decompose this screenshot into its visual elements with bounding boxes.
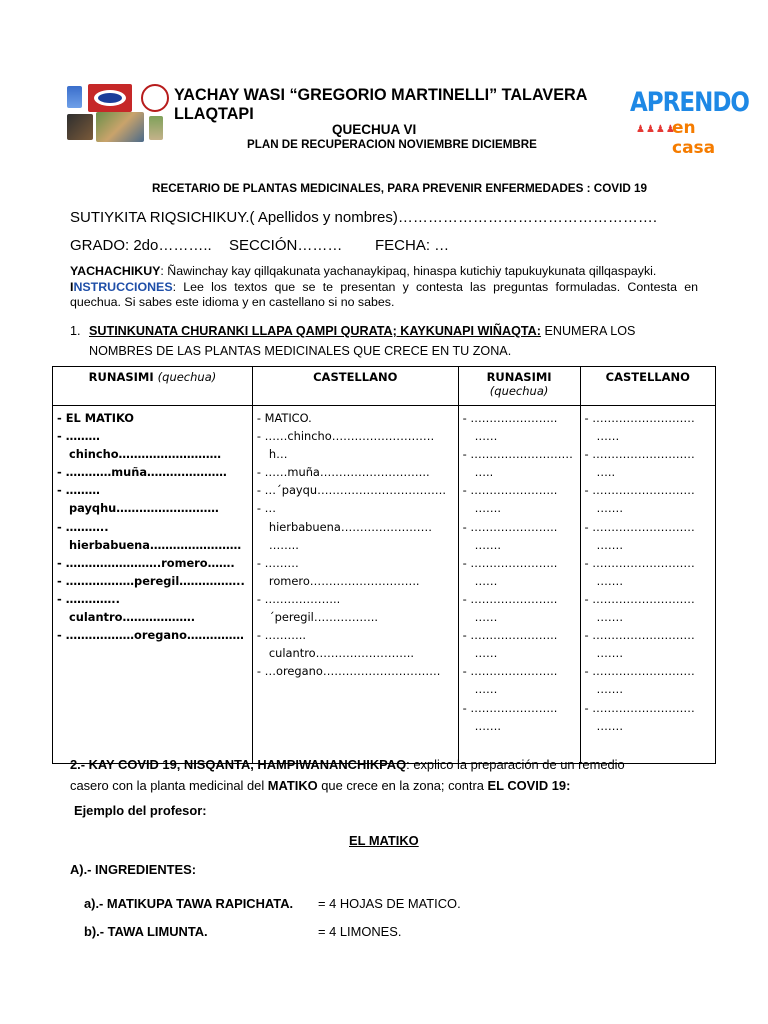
question-1-text-2: NOMBRES DE LAS PLANTAS MEDICINALES QUE CRECE EN TU ZONA. (89, 344, 512, 358)
course-title: QUECHUA VI (332, 122, 417, 137)
example-label: Ejemplo del profesor: (74, 803, 207, 818)
list-item: - ………….. (57, 591, 120, 606)
list-item: - ……………………… (584, 483, 695, 498)
list-item: h… (268, 447, 288, 462)
list-item: hierbabuena…………………… (268, 519, 432, 534)
list-item: …… (474, 429, 498, 444)
institution-logo-image (88, 84, 132, 112)
list-item: ……. (596, 646, 623, 661)
grade-field: GRADO: 2do……….. (70, 237, 212, 254)
list-item: …… (474, 646, 498, 661)
list-item: - ………………oregano…………… (57, 628, 244, 643)
list-item: …….. (268, 537, 299, 552)
list-item: …… (474, 610, 498, 625)
question-2-text-b1: casero con la planta medicinal del (70, 778, 268, 793)
list-item: - ……… (256, 555, 299, 570)
list-item: - ………………….. (462, 555, 558, 570)
list-item: - ……… (57, 483, 100, 498)
list-item: - ……… (57, 429, 100, 444)
header-runasimi-2: RUNASIMI (quechua) (458, 367, 580, 406)
list-item: - ………………….. (462, 700, 558, 715)
header-runasimi-1: RUNASIMI (quechua) (53, 367, 253, 406)
table-header-row (53, 367, 716, 406)
list-item: ……. (596, 573, 623, 588)
list-item: - ……………….. (256, 591, 341, 606)
instrucciones-label-initial: I (70, 279, 74, 294)
header-castellano-1: CASTELLANO (252, 367, 458, 406)
school-photo-image (67, 114, 93, 140)
ingredients-header: A).- INGREDIENTES: (70, 862, 197, 877)
students-photo-image (96, 112, 144, 142)
ingredient-row (84, 890, 461, 918)
list-item: - ………………….. (462, 483, 558, 498)
list-item: - MATICO. (256, 411, 312, 425)
document-title: RECETARIO DE PLANTAS MEDICINALES, PARA PREVENIR ENFERMEDADES : COVID 19 (152, 182, 648, 195)
list-item: ……. (596, 610, 623, 625)
list-item: - EL MATIKO (57, 411, 134, 425)
ingredients-list (84, 890, 461, 946)
ingredient-value: = 4 LIMONES. (318, 924, 402, 939)
list-item: chincho……………………… (69, 447, 222, 462)
list-item: hierbabuena…………………… (69, 537, 242, 552)
list-item: - ……………………… (584, 555, 695, 570)
instrucciones-text-1: : Lee los textos que se te presentan y contesta las preguntas formuladas. Contesta en (172, 279, 698, 294)
question-1-text-1: ENUMERA LOS (540, 324, 636, 338)
list-item: - ………………….. (462, 628, 558, 643)
list-item: - …………muña………………… (57, 465, 227, 480)
recipe-title: EL MATIKO (349, 833, 419, 848)
list-item: culantro………………. (69, 610, 196, 625)
list-item: - … (256, 501, 277, 516)
list-item: ……. (474, 501, 502, 516)
castellano-column-1 (252, 406, 458, 764)
ingredient-row (84, 918, 461, 946)
instrucciones-text-2: quechua. Si sabes este idioma y en castellano si no sabes. (70, 295, 395, 309)
section-field: SECCIÓN……… (229, 237, 343, 254)
list-item: - ……………………… (584, 519, 695, 534)
plan-title: PLAN DE RECUPERACION NOVIEMBRE DICIEMBRE (247, 138, 537, 151)
list-item: ……. (596, 501, 623, 516)
table-body-row (53, 406, 716, 764)
list-item: ……. (474, 537, 502, 552)
ingredient-label: a).- MATIKUPA TAWA RAPICHATA. (84, 896, 294, 911)
list-item: - ……chincho……………………… (256, 429, 435, 444)
list-item: romero……………………….. (268, 573, 420, 588)
student-name-field: SUTIYKITA RIQSICHIKUY.( Apellidos y nombres)……………………………………………. (70, 209, 658, 226)
instrucciones-line (70, 280, 698, 296)
ingredient-value: = 4 HOJAS DE MATICO. (318, 896, 461, 911)
list-item: - ……………………… (584, 591, 695, 606)
aprendo-en-casa-logo (630, 88, 749, 158)
ingredient-label: b).- TAWA LIMUNTA. (84, 924, 208, 939)
school-name-line2: LLAQTAPI (174, 105, 254, 123)
question-1 (70, 321, 635, 361)
question-2-text-covid: EL COVID 19: (487, 778, 571, 793)
list-item: - ……………………… (584, 411, 695, 425)
question-2-label: 2.- KAY COVID 19, NISQANTA, HAMPIWANANCHIKPAQ (70, 757, 407, 772)
question-2-text-matiko: MATIKO (267, 778, 318, 793)
flag-logo-image (67, 86, 82, 108)
question-2-text-a: : explico la preparación de un remedio (406, 757, 625, 772)
list-item: - ………………….. (462, 411, 558, 425)
en-casa-logo-text: en casa (672, 118, 716, 158)
list-item: ……. (596, 537, 623, 552)
school-name (174, 86, 587, 124)
question-2 (70, 754, 710, 796)
aprendo-logo-text: APRENDO (630, 88, 749, 118)
instructions-block (70, 264, 698, 311)
question-1-number: 1. (70, 324, 81, 338)
date-field: FECHA: … (375, 237, 450, 254)
yachachikuy-line (70, 264, 698, 280)
plant-photo-image (149, 116, 163, 140)
list-item: ´peregil…………….. (268, 610, 379, 625)
question-1-title: SUTINKUNATA CHURANKI LLAPA QAMPI QURATA; KAYKUNAPI WIÑAQTA: (89, 324, 541, 338)
list-item: - …oregano…………………………. (256, 664, 441, 679)
plants-table (52, 366, 716, 764)
list-item: - ……………………… (462, 447, 573, 462)
list-item: - ……………………… (584, 664, 695, 679)
list-item: …… (474, 573, 498, 588)
list-item: ……. (474, 718, 502, 733)
list-item: payqhu……………………… (69, 501, 219, 516)
yachachikuy-label: YACHACHIKUY (70, 264, 161, 278)
list-item: ….. (596, 465, 616, 480)
castellano-column-2 (580, 406, 715, 764)
list-item: - ……………………… (584, 628, 695, 643)
list-item: - ……….. (57, 519, 109, 534)
instrucciones-label: NSTRUCCIONES (73, 279, 173, 294)
question-2-text-b2: que crece en la zona; contra (317, 778, 488, 793)
list-item: ……. (596, 718, 623, 733)
list-item: - …´payqu……………………………. (256, 483, 447, 498)
list-item: - …………………….romero……. (57, 555, 235, 570)
list-item: - ……………………… (584, 700, 695, 715)
header-castellano-2: CASTELLANO (580, 367, 715, 406)
list-item: - ………………….. (462, 664, 558, 679)
runasimi-column-1 (53, 406, 253, 764)
runasimi-column-2 (458, 406, 580, 764)
list-item: - ………………….. (462, 519, 558, 534)
school-name-line1: YACHAY WASI “GREGORIO MARTINELLI” TALAVERA (174, 86, 588, 104)
ugel-logo-image (141, 84, 169, 112)
list-item: - ………………peregil…………….. (57, 573, 245, 588)
list-item: - ……muña……………………….. (256, 465, 430, 480)
list-item: ……. (596, 682, 623, 697)
list-item: ….. (474, 465, 494, 480)
list-item: …… (474, 682, 498, 697)
list-item: - ……….. (256, 628, 307, 643)
yachachikuy-text: : Ñawinchay kay qillqakunata yachanaykipaq, hinaspa kutichiy tapukuykunata qillqaspayki. (160, 264, 657, 278)
list-item: …… (596, 429, 620, 444)
list-item: - ………………….. (462, 591, 558, 606)
family-icon: ♟♟♟♟ (636, 124, 676, 135)
list-item: culantro…………………….. (268, 646, 414, 661)
list-item: - ……………………… (584, 447, 695, 462)
